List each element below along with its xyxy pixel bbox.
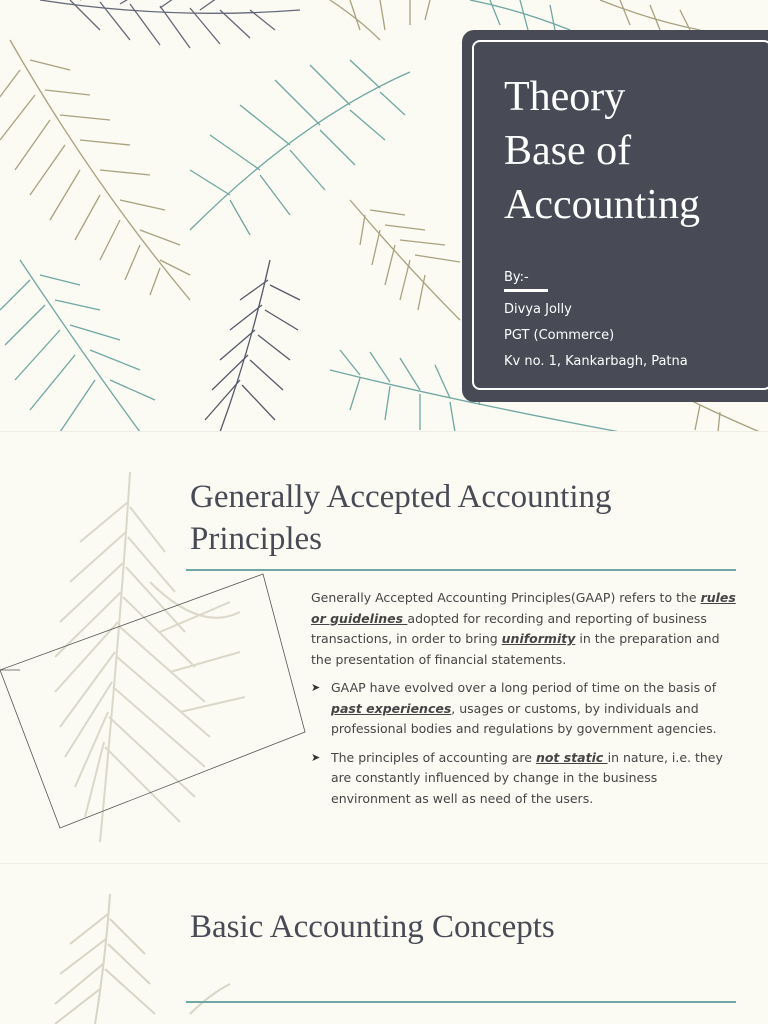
list-item bbox=[311, 678, 736, 740]
title-line-3: Accounting bbox=[504, 182, 700, 228]
gaap-definition bbox=[311, 588, 736, 670]
frame-outline bbox=[0, 574, 305, 828]
title-line-2: Base of bbox=[504, 128, 632, 174]
title-slide bbox=[0, 0, 768, 432]
concepts-slide bbox=[0, 864, 768, 1024]
feather-icon bbox=[40, 0, 300, 48]
bullet-text-1a: GAAP have evolved over a long period of time on the basis of bbox=[331, 680, 717, 695]
emphasis-uniformity: uniformity bbox=[501, 631, 576, 646]
emphasis-not-static: not static bbox=[535, 749, 608, 765]
gaap-slide bbox=[0, 432, 768, 864]
definition-text-1: Generally Accepted Accounting Principles(GAAP) refers to the bbox=[311, 590, 701, 605]
gaap-title-line-1: Generally Accepted Accounting bbox=[190, 479, 612, 515]
gaap-title-line-2: Principles bbox=[190, 521, 322, 557]
author-info bbox=[504, 268, 688, 378]
arrowhead-bullet-icon: ➤ bbox=[311, 750, 321, 764]
bullet-text-1b: , usages or customs, by individuals and professional bodies and regulations by government agencies. bbox=[331, 700, 717, 736]
feather-icon bbox=[0, 260, 155, 432]
concepts-title: Basic Accounting Concepts bbox=[190, 909, 555, 945]
author-school: Kv no. 1, Kankarbagh, Patna bbox=[504, 354, 688, 369]
gaap-title bbox=[190, 476, 750, 560]
author-position: PGT (Commerce) bbox=[504, 328, 615, 343]
presentation-title bbox=[504, 70, 764, 232]
title-line-1: Theory bbox=[504, 74, 626, 120]
title-underline bbox=[186, 1001, 736, 1003]
feather-icon bbox=[205, 260, 300, 432]
title-underline bbox=[186, 569, 736, 571]
emphasis-rules: rules or guidelines bbox=[311, 590, 736, 626]
feather-icon bbox=[0, 40, 190, 300]
feather-icon bbox=[190, 60, 410, 235]
gaap-content bbox=[311, 588, 736, 817]
bullet-text-2a: The principles of accounting are bbox=[331, 749, 536, 765]
definition-text-2: adopted for recording and reporting of business transactions, in order to bring bbox=[311, 610, 707, 646]
by-label: By:- bbox=[504, 270, 529, 285]
list-item bbox=[311, 748, 736, 810]
emphasis-past-experiences: past experiences bbox=[331, 700, 452, 716]
definition-text-3: in the preparation and the presentation of financial statements. bbox=[311, 631, 720, 667]
by-underline bbox=[504, 289, 548, 292]
author-name: Divya Jolly bbox=[504, 302, 572, 317]
arrowhead-bullet-icon: ➤ bbox=[311, 681, 321, 694]
bullet-text-2b: in nature, i.e. they are constantly influenced by change in the business environment as well as need of the users. bbox=[331, 749, 723, 806]
gaap-bullets bbox=[311, 678, 736, 809]
